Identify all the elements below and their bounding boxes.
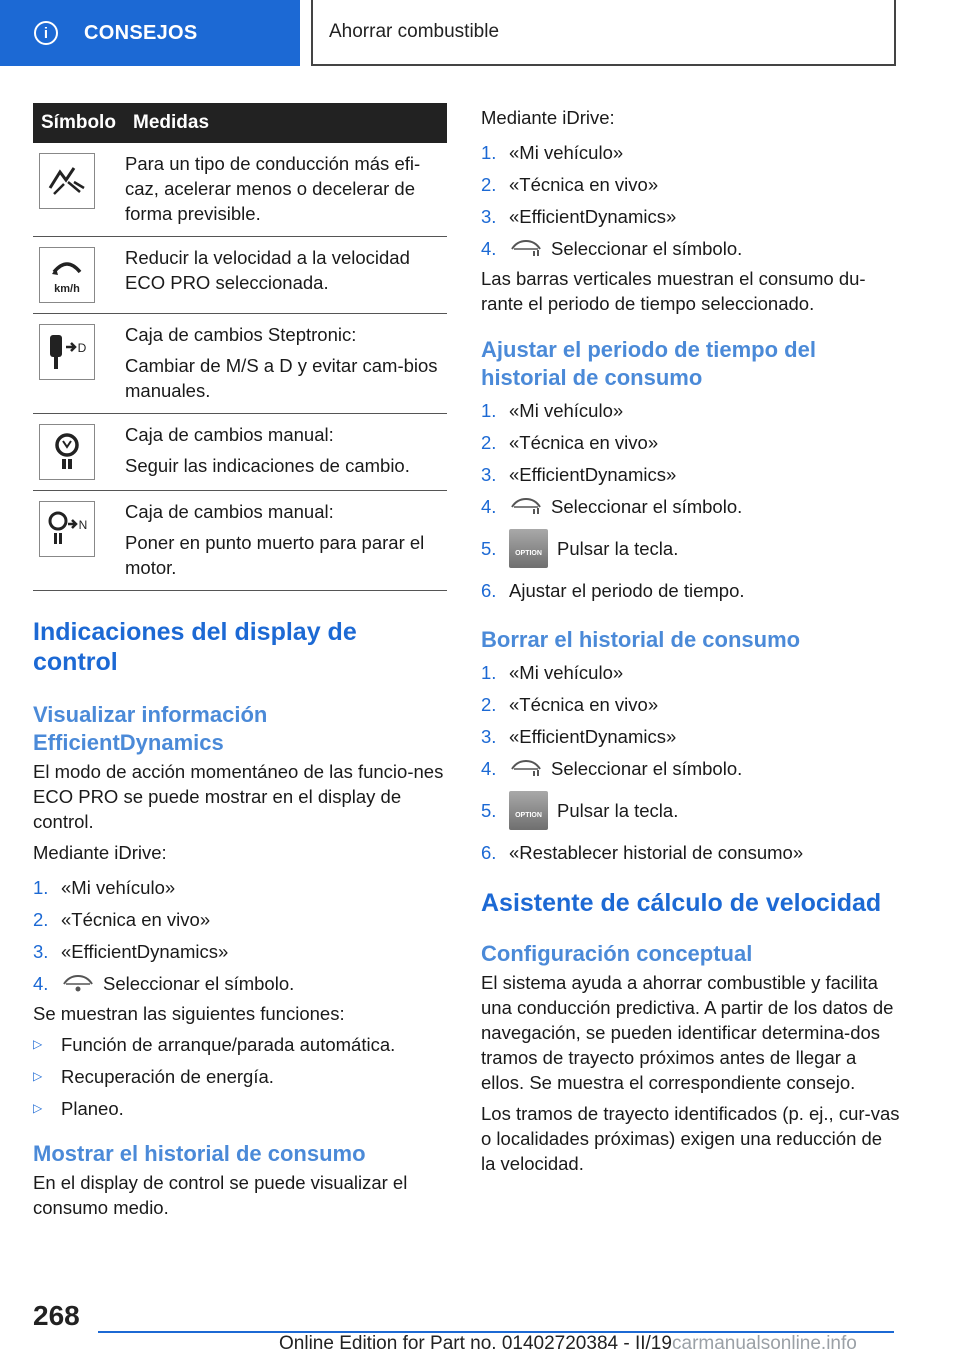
svg-text:D: D <box>77 341 87 355</box>
list-item: 6. «Restablecer historial de consumo» <box>481 841 804 863</box>
consumption-symbol-icon <box>509 496 543 516</box>
steps-list-history <box>481 136 901 264</box>
list-item: 3. «EfficientDynamics» <box>481 463 677 485</box>
table-row <box>33 414 447 491</box>
list-item: 4. Seleccionar el símbolo. <box>33 972 295 994</box>
right-column <box>481 103 901 1176</box>
list-item: 2. «Técnica en vivo» <box>481 693 659 715</box>
list-item: 3. «EfficientDynamics» <box>33 940 229 962</box>
subheading-period: Ajustar el periodo de tiempo del historial de consumo <box>481 337 816 390</box>
watermark: carmanualsonline.info <box>672 1333 857 1354</box>
concept-paragraph-1: El sistema ayuda a ahorrar combustible y facilita una conducción predictiva. A partir de los datos de navegación, se pueden identificar determina-dos tramos de trayecto próximos antes de llegar a ellos. Se muestra el correspondiente consejo. <box>481 972 894 1093</box>
row-text: Seguir las indicaciones de cambio. <box>125 455 410 476</box>
table-header-row <box>33 103 447 143</box>
consumption-symbol-icon <box>509 238 543 258</box>
option-button-icon: OPTION <box>509 529 548 568</box>
anticipate-driving-icon <box>39 153 95 209</box>
list-item: 1. «Mi vehículo» <box>481 399 624 421</box>
intro-text: El modo de acción momentáneo de las funcio-nes ECO PRO se puede mostrar en el display de control. <box>33 761 444 832</box>
list-item: 1. «Mi vehículo» <box>33 876 176 898</box>
page-header <box>0 0 960 66</box>
row-text: Cambiar de M/S a D y evitar cam-bios manuales. <box>125 355 438 401</box>
list-item: 5. OPTION Pulsar la tecla. <box>481 784 901 836</box>
concept-paragraph-2: Los tramos de trayecto identificados (p. ej., cur-vas o localidades próximas) exigen una reducción de la velocidad. <box>481 1103 900 1174</box>
subheading-concept: Configuración conceptual <box>481 941 753 966</box>
triangle-bullet-icon: ▷ <box>33 1036 43 1051</box>
list-item: 4. Seleccionar el símbolo. <box>481 757 743 779</box>
table-row <box>33 491 447 591</box>
section-label: CONSEJOS <box>84 21 198 44</box>
triangle-bullet-icon: ▷ <box>33 1100 43 1115</box>
idrive-label: Mediante iDrive: <box>33 842 167 863</box>
car-symbol-icon <box>61 973 95 993</box>
col-measures-header: Medidas <box>125 103 447 143</box>
list-item: 2. «Técnica en vivo» <box>33 908 211 930</box>
table-row <box>33 143 447 237</box>
svg-text:km/h: km/h <box>54 283 80 295</box>
info-icon: i <box>34 21 58 45</box>
col-symbol-header: Símbolo <box>33 103 125 143</box>
subheading-delete: Borrar el historial de consumo <box>481 627 801 652</box>
section-heading-speed: Asistente de cálculo de velocidad <box>481 889 882 917</box>
row-text: Caja de cambios manual: <box>125 424 334 445</box>
symbol-table <box>33 103 447 591</box>
row-text: Reducir la velocidad a la velocidad ECO PRO seleccionada. <box>125 247 410 293</box>
idrive-label: Mediante iDrive: <box>481 107 615 128</box>
page-title-box <box>311 0 896 66</box>
history-text: En el display de control se puede visualizar el consumo medio. <box>33 1172 408 1218</box>
triangle-bullet-icon: ▷ <box>33 1068 43 1083</box>
list-item: 3. «EfficientDynamics» <box>481 725 677 747</box>
section-heading-display: Indicaciones del display de control <box>33 618 357 676</box>
row-text: Caja de cambios manual: <box>125 501 334 522</box>
page-number: 268 <box>33 1300 80 1331</box>
steps-list-period <box>481 394 901 606</box>
speed-reduce-kmh-icon <box>39 247 95 303</box>
subheading-efficientdynamics: Visualizar información EfficientDynamics <box>33 702 268 755</box>
svg-text:N: N <box>78 518 88 532</box>
page-title: Ahorrar combustible <box>329 21 500 42</box>
steptronic-shift-d-icon <box>39 324 95 380</box>
steps-list <box>33 871 448 999</box>
edition-text: Online Edition for Part no. 01402720384 - II/19 <box>279 1333 672 1354</box>
subheading-history: Mostrar el historial de consumo <box>33 1141 366 1166</box>
list-item: 4. Seleccionar el símbolo. <box>481 495 743 517</box>
bars-text: Las barras verticales muestran el consumo du-rante el periodo de tiempo seleccionado. <box>481 268 866 314</box>
functions-list <box>33 1028 448 1124</box>
list-item: 5. OPTION Pulsar la tecla. <box>481 522 901 574</box>
option-button-icon: OPTION <box>509 791 548 830</box>
row-text: Poner en punto muerto para parar el motor. <box>125 532 425 578</box>
list-item: ▷ Recuperación de energía. <box>33 1065 274 1087</box>
section-tab <box>0 0 300 66</box>
table-row <box>33 314 447 414</box>
list-item: 4. Seleccionar el símbolo. <box>481 237 743 259</box>
list-item: 6. Ajustar el periodo de tiempo. <box>481 579 745 601</box>
row-text: Para un tipo de conducción más efi-caz, acelerar menos o decelerar de forma previsible. <box>125 153 421 224</box>
row-text: Caja de cambios Steptronic: <box>125 324 357 345</box>
functions-intro: Se muestran las siguientes funciones: <box>33 1003 345 1024</box>
list-item: ▷ Función de arranque/parada automática. <box>33 1033 396 1055</box>
steps-list-delete <box>481 656 901 868</box>
left-column <box>33 103 448 1220</box>
list-item: 1. «Mi vehículo» <box>481 141 624 163</box>
list-item: 3. «EfficientDynamics» <box>481 205 677 227</box>
consumption-symbol-icon <box>509 758 543 778</box>
list-item: 2. «Técnica en vivo» <box>481 173 659 195</box>
list-item: 2. «Técnica en vivo» <box>481 431 659 453</box>
manual-shift-neutral-icon <box>39 501 95 557</box>
manual-shift-icon <box>39 424 95 480</box>
table-row <box>33 237 447 314</box>
list-item: ▷ Planeo. <box>33 1097 124 1119</box>
list-item: 1. «Mi vehículo» <box>481 661 624 683</box>
